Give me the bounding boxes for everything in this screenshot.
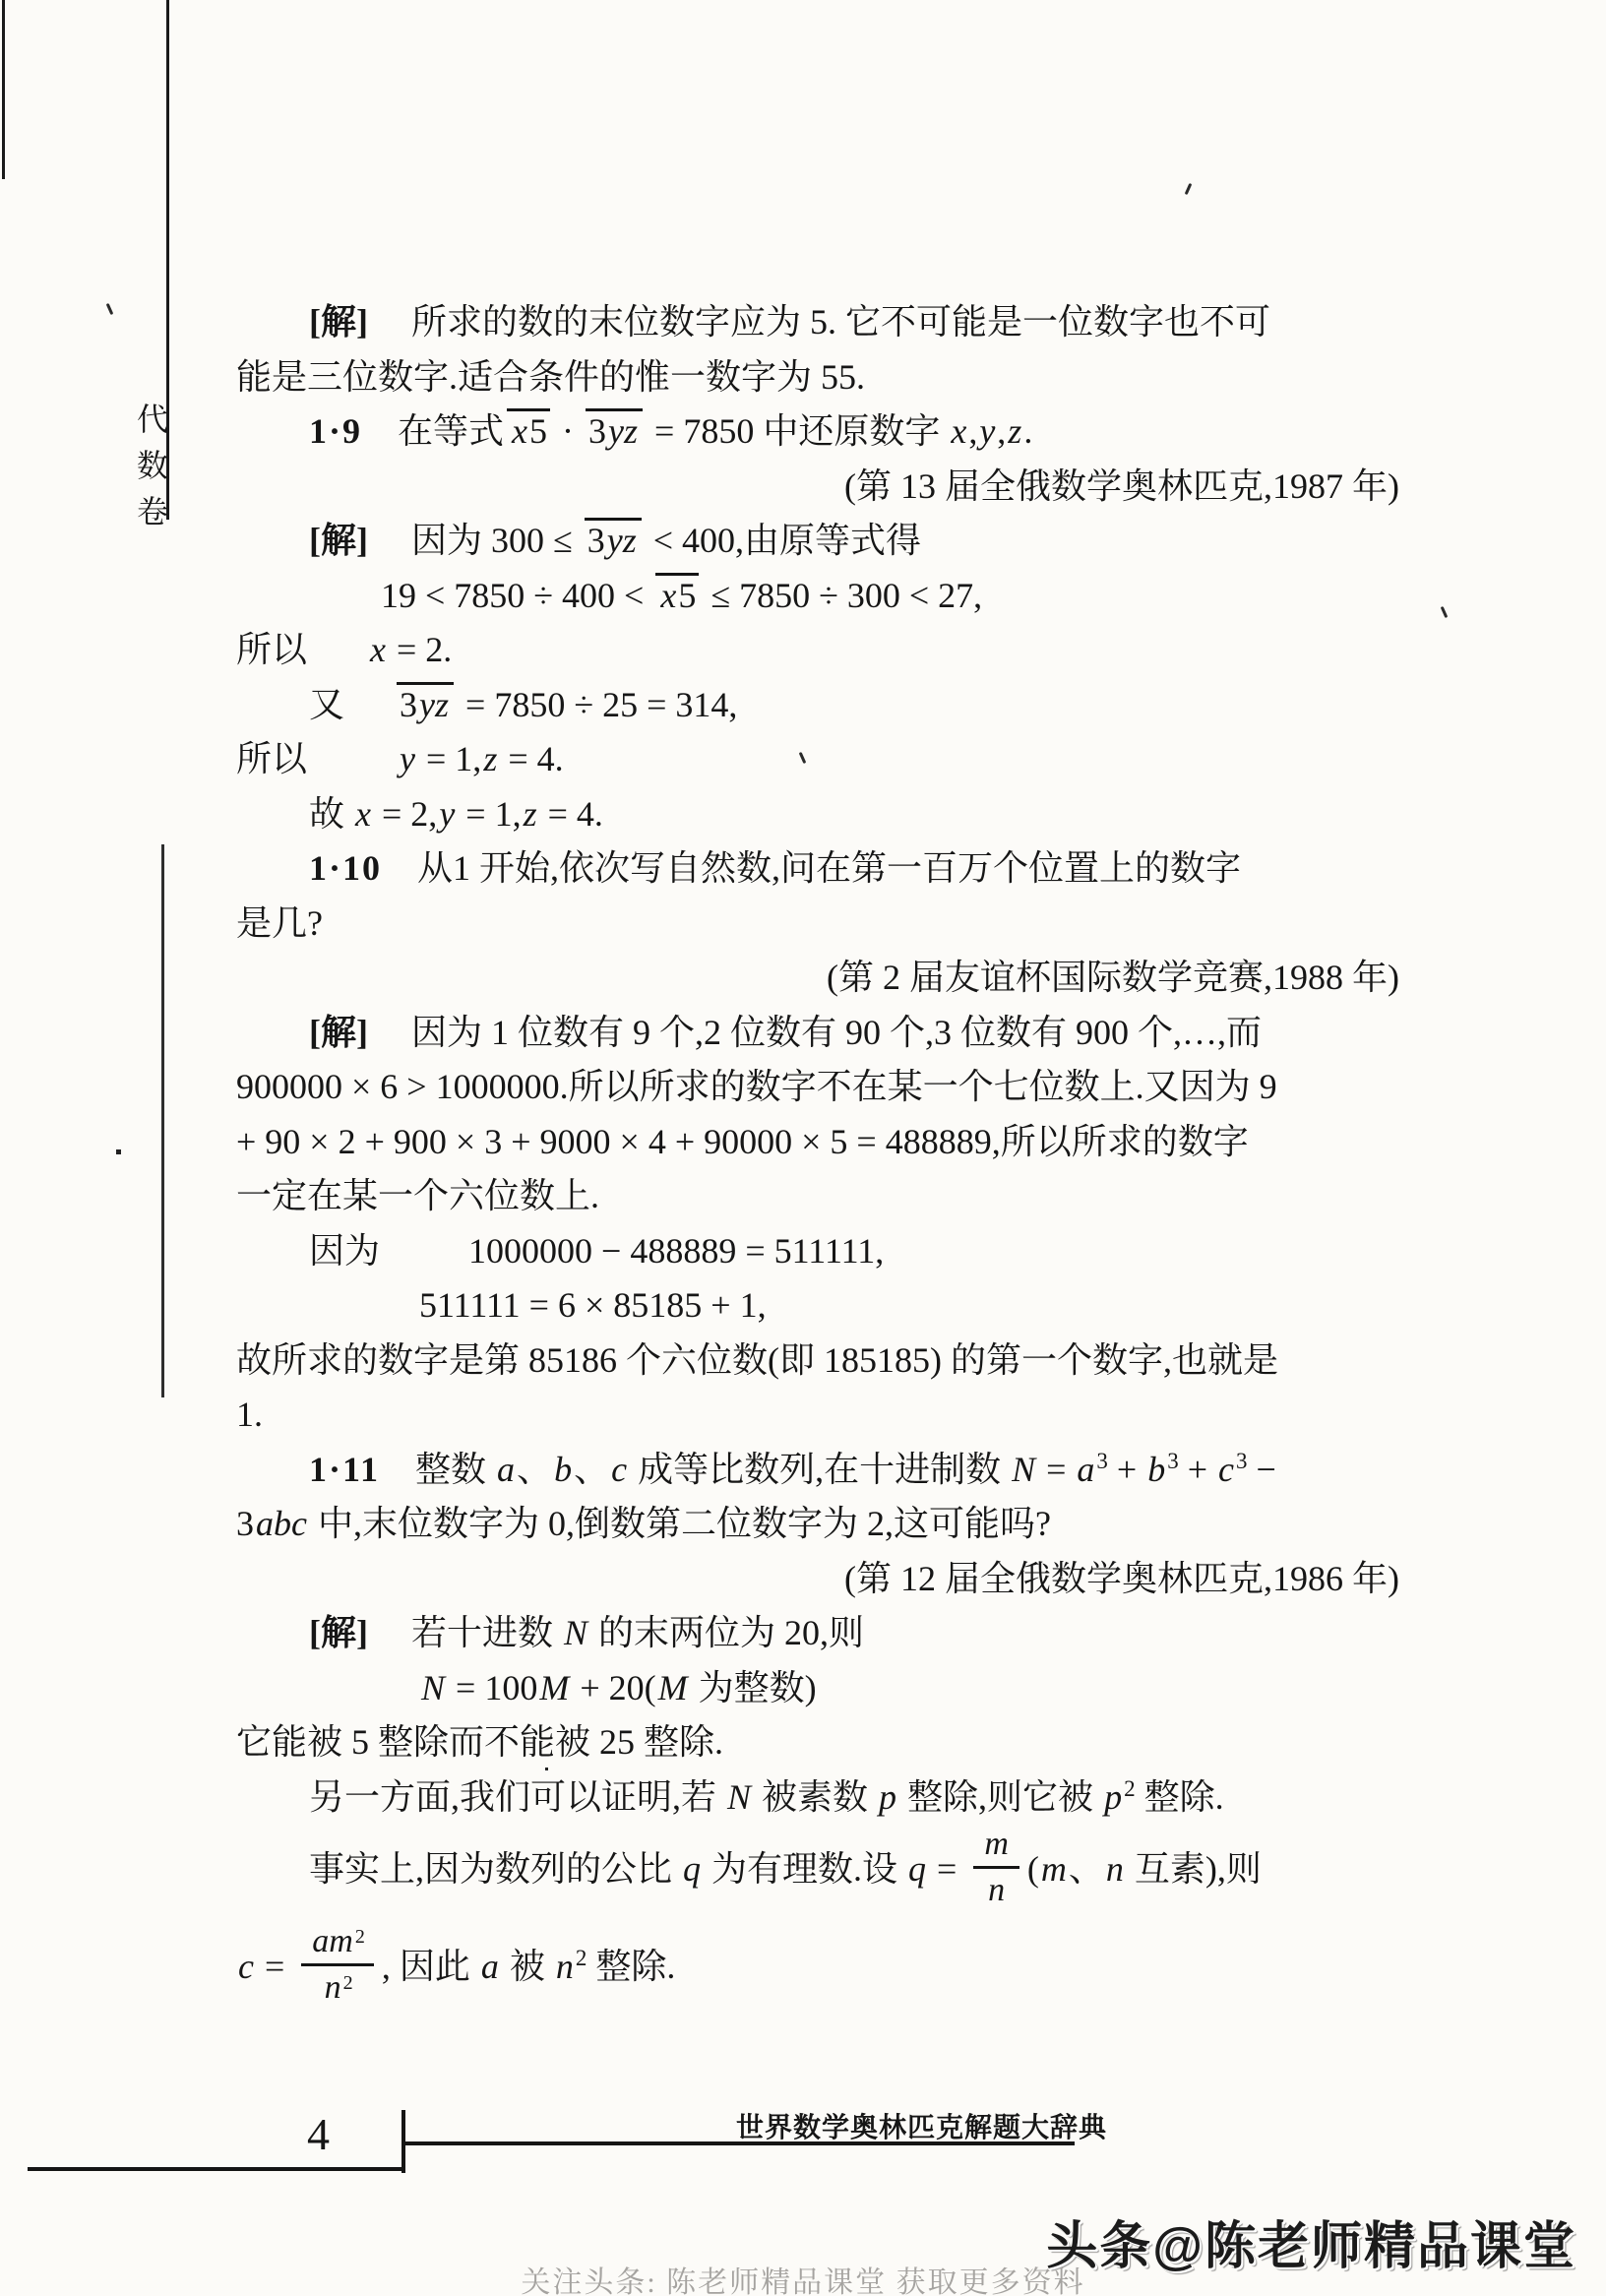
left-margin-line: [161, 844, 164, 1397]
text-line-19: 511111 = 6 × 85185 + 1,: [419, 1285, 767, 1325]
scan-speck: [1185, 183, 1193, 195]
scan-speck: [116, 1149, 121, 1154]
text-line-25: [解] 若十进数 N 的末两位为 20,则: [309, 1613, 865, 1652]
text-line-12: 是几?: [236, 902, 323, 943]
text-line-5: [解] 因为 300 ≤ 3yz < 400,由原等式得: [236, 514, 1399, 569]
fraction: $\frac{m}{n}$: [973, 1826, 1019, 1907]
text-line-21: 1.: [236, 1395, 263, 1434]
text-line-24: (第 12 届全俄数学奥林匹克,1986 年): [844, 1558, 1399, 1598]
overline-group: 3yz: [397, 682, 454, 724]
volume-label-char: 数: [136, 448, 168, 483]
scan-speck: [106, 303, 114, 315]
follow-caption: 关注头条: 陈老师精品课堂 获取更多资料: [521, 2266, 1085, 2296]
volume-label-char: 代: [136, 402, 168, 437]
text-line-17: 一定在某一个六位数上.: [236, 1176, 600, 1215]
text-line-18: 因为 1000000 − 488889 = 511111,: [309, 1230, 885, 1271]
text-line-23: 3abc 中,末位数字为 0,倒数第二位数字为 2,这可能吗?: [236, 1504, 1051, 1543]
overline-group: 3yz: [586, 408, 643, 451]
footer-page-number: 4: [307, 2109, 330, 2159]
text-line-14: [解] 因为 1 位数有 9 个,2 位数有 90 个,3 位数有 900 个,…,而: [309, 1012, 1262, 1052]
text-line-4: (第 13 届全俄数学奥林匹克,1987 年): [844, 465, 1399, 506]
text-line-29: 事实上,因为数列的公比 q 为有理数.设 q = $\frac{m}{n}$ (m、n 互素),则: [309, 1826, 1262, 1909]
text-line-20: 故所求的数字是第 85186 个六位数(即 185185) 的第一个数字,也就是: [236, 1339, 1278, 1380]
text-line-9: 所以 y = 1,z = 4.: [236, 739, 564, 778]
text-line-13: (第 2 届友谊杯国际数学竞赛,1988 年): [827, 958, 1399, 997]
overline-group: x5: [507, 408, 550, 451]
volume-label-char: 卷: [136, 494, 168, 529]
text-line-2: 能是三位数字.适合条件的惟一数字为 55.: [236, 356, 866, 397]
scan-speck: [545, 1768, 548, 1770]
scan-speck: [1441, 606, 1449, 618]
watermark-text: 头条@陈老师精品课堂: [1046, 2218, 1576, 2275]
text-line-22: 1·11 整数 a、b、c 成等比数列,在十进制数 $N = a^3 + b^3 + c^3$ −: [309, 1448, 1276, 1489]
text-line-15: 900000 × 6 > 1000000.所以所求的数字不在某一个七位数上.又因为 9: [236, 1067, 1277, 1106]
content-area: [236, 295, 1399, 2019]
overline-group: 3yz: [585, 518, 642, 560]
text-line-7: 所以 x = 2.: [236, 630, 453, 669]
overline-group: x5: [655, 573, 699, 615]
footer-book-title: 世界数学奥林匹克解题大辞典: [736, 2113, 1108, 2143]
footer-left-rule: [28, 2167, 403, 2171]
text-line-8: 又 3yz = 7850 ÷ 25 = 314,: [236, 678, 1399, 733]
text-line-3: 1·9 在等式 x5 · 3yz = 7850 中还原数字 x,y,z.: [236, 404, 1399, 460]
sidebar-volume-label: [136, 400, 169, 538]
fraction: $\frac{am ^2}{n ^2}$: [301, 1923, 374, 2005]
text-line-28: 另一方面,我们可以证明,若 N 被素数 p 整除,则它被 $p^2$ 整除.: [309, 1775, 1224, 1817]
text-line-10: 故 x = 2,y = 1,z = 4.: [309, 793, 603, 834]
text-line-11: 1·10 从1 开始,依次写自然数,问在第一百万个位置上的数字: [309, 848, 1242, 888]
text-line-6: 19 < 7850 ÷ 400 < x5 ≤ 7850 ÷ 300 < 27,: [236, 569, 1399, 624]
text-line-30: c = $\frac{am ^2}{n ^2}$ , 因此 a 被 $n^2$ 整除.: [238, 1923, 676, 2007]
text-line-27: 它能被 5 整除而不能被 25 整除.: [236, 1722, 724, 1762]
text-line-1: [解] 所求的数的末位数字应为 5. 它不可能是一位数字也不可: [309, 302, 1270, 341]
text-line-16: + 90 × 2 + 900 × 3 + 9000 × 4 + 90000 × 5 = 488889,所以所求的数字: [236, 1121, 1249, 1161]
page-edge-line: [2, 0, 5, 179]
text-line-26: N = 100M + 20(M 为整数): [421, 1667, 817, 1707]
